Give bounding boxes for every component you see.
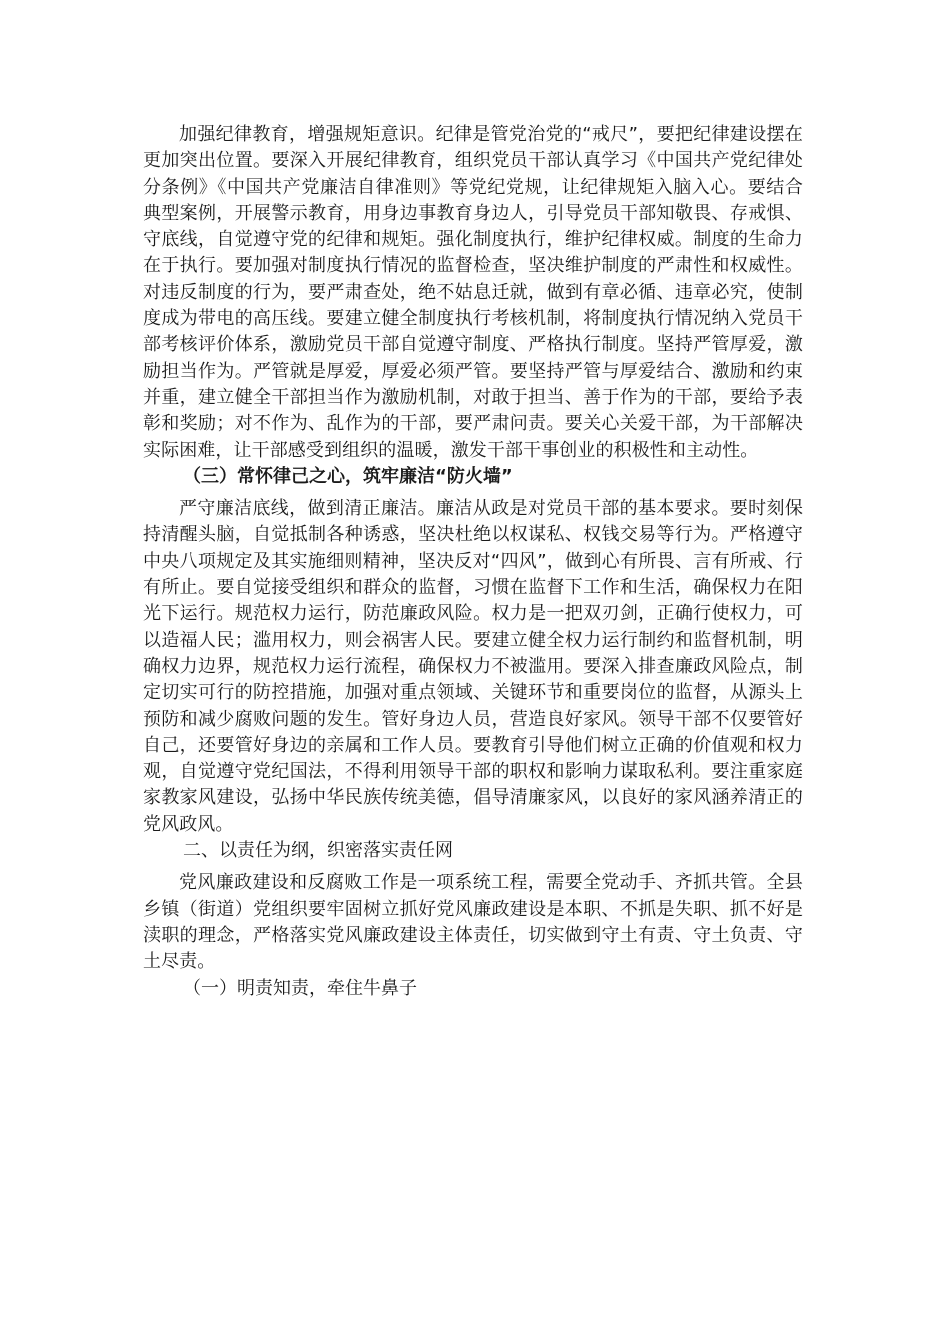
paragraph-discipline-education: 加强纪律教育，增强规矩意识。纪律是管党治党的“戒尺”，要把纪律建设摆在更加突出位置。要深入开展纪律教育，组织党员干部认真学习《中国共产党纪律处分条例》《中国共产党廉洁自律准则》等党纪党规，让纪律规矩入脑入心。要结合典型案例，开展警示教育，用身边事教育身边人，引导党员干部知敬畏、存戒惧、守底线，自觉遵守党的纪律和规矩。强化制度执行，维护纪律权威。制度的生命力在于执行。要加强对制度执行情况的监督检查，坚决维护制度的严肃性和权威性。对违反制度的行为，要严肃查处，绝不姑息迁就，做到有章必循、违章必究，使制度成为带电的高压线。要建立健全制度执行考核机制，将制度执行情况纳入党员干部考核评价体系，激励党员干部自觉遵守制度、严格执行制度。坚持严管厚爱，激励担当作为。严管就是厚爱，厚爱必须严管。要坚持严管与厚爱结合、激励和约束并重，建立健全干部担当作为激励机制，对敢于担当、善于作为的干部，要给予表彰和奖励；对不作为、乱作为的干部，要严肃问责。要关心关爱干部，为干部解决实际困难，让干部感受到组织的温暖，激发干部干事创业的积极性和主动性。 bbox=[143, 124, 803, 461]
chapter-heading-responsibility: 二、以责任为纲，织密落实责任网 bbox=[183, 840, 453, 862]
section-heading-integrity: （三）常怀律己之心，筑牢廉洁“防火墙” bbox=[183, 465, 513, 487]
document-page bbox=[143, 122, 803, 1002]
paragraph-responsibility: 党风廉政建设和反腐败工作是一项系统工程，需要全党动手、齐抓共管。全县乡镇（街道）党组织要牢固树立抓好党风廉政建设是本职、不抓是失职、抓不好是渎职的理念，严格落实党风廉政建设主体责任，切实做到守土有责、守土负责、守土尽责。 bbox=[143, 872, 803, 973]
section-heading-clarify-duties: （一）明责知责，牵住牛鼻子 bbox=[183, 977, 417, 999]
paragraph-integrity: 严守廉洁底线，做到清正廉洁。廉洁从政是对党员干部的基本要求。要时刻保持清醒头脑，自觉抵制各种诱惑，坚决杜绝以权谋私、权钱交易等行为。严格遵守中央八项规定及其实施细则精神，坚决反对“四风”，做到心有所畏、言有所戒、行有所止。要自觉接受组织和群众的监督，习惯在监督下工作和生活，确保权力在阳光下运行。规范权力运行，防范廉政风险。权力是一把双刃剑，正确行使权力，可以造福人民；滥用权力，则会祸害人民。要建立健全权力运行制约和监督机制，明确权力边界，规范权力运行流程，确保权力不被滥用。要深入排查廉政风险点，制定切实可行的防控措施，加强对重点领域、关键环节和重要岗位的监督，从源头上预防和减少腐败问题的发生。管好身边人员，营造良好家风。领导干部不仅要管好自己，还要管好身边的亲属和工作人员。要教育引导他们树立正确的价值观和权力观，自觉遵守党纪国法，不得利用领导干部的职权和影响力谋取私利。要注重家庭家教家风建设，弘扬中华民族传统美德，倡导清廉家风，以良好的家风涵养清正的党风政风。 bbox=[143, 498, 803, 835]
